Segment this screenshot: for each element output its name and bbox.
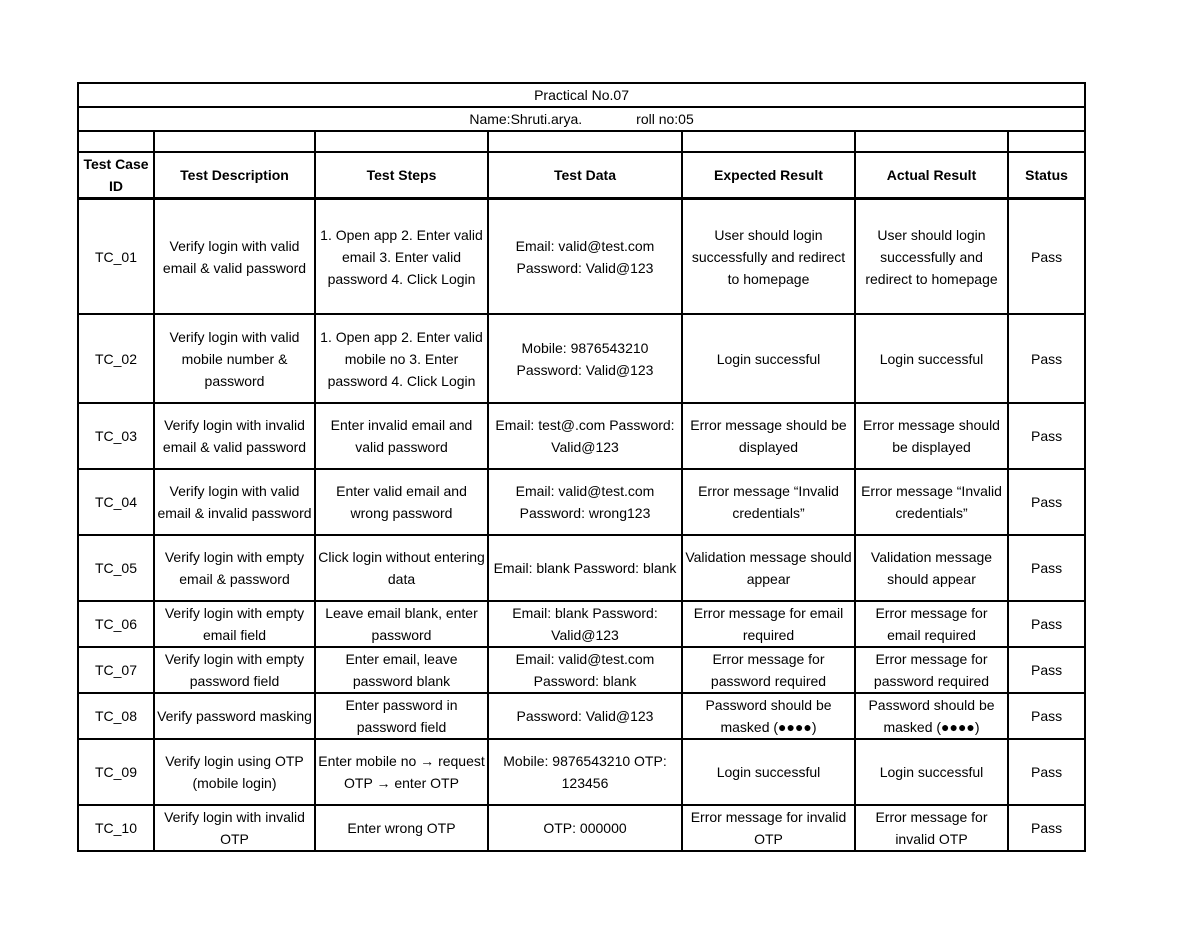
test-description-cell: Verify login with empty email & password	[154, 535, 315, 601]
test-data-cell: OTP: 000000	[488, 805, 682, 851]
actual-result-cell: Password should be masked (●●●●)	[855, 693, 1008, 739]
test-case-id-cell: TC_03	[78, 403, 154, 469]
actual-result-cell: Login successful	[855, 739, 1008, 805]
expected-result-cell: Password should be masked (●●●●)	[682, 693, 855, 739]
test-description-cell: Verify login using OTP (mobile login)	[154, 739, 315, 805]
header-test-case-id: Test Case ID	[78, 152, 154, 199]
table-row	[78, 469, 1085, 535]
expected-result-cell: Validation message should appear	[682, 535, 855, 601]
expected-result-cell: Error message for invalid OTP	[682, 805, 855, 851]
test-steps-cell: Enter valid email and wrong password	[315, 469, 488, 535]
test-case-id-cell: TC_09	[78, 739, 154, 805]
test-data-cell: Password: Valid@123	[488, 693, 682, 739]
table-row	[78, 647, 1085, 693]
header-expected-result: Expected Result	[682, 152, 855, 199]
header-test-description: Test Description	[154, 152, 315, 199]
actual-result-cell: Validation message should appear	[855, 535, 1008, 601]
test-steps-cell: 1. Open app 2. Enter valid email 3. Enter valid password 4. Click Login	[315, 199, 488, 315]
status-cell: Pass	[1008, 314, 1085, 403]
test-description-cell: Verify login with empty email field	[154, 601, 315, 647]
test-steps-cell: Enter invalid email and valid password	[315, 403, 488, 469]
title-row	[78, 83, 1085, 107]
test-case-id-cell: TC_06	[78, 601, 154, 647]
status-cell: Pass	[1008, 469, 1085, 535]
test-description-cell: Verify login with valid mobile number & password	[154, 314, 315, 403]
actual-result-cell: Error message for email required	[855, 601, 1008, 647]
status-cell: Pass	[1008, 739, 1085, 805]
blank-row	[78, 131, 1085, 152]
table-row	[78, 314, 1085, 403]
test-description-cell: Verify login with valid email & invalid password	[154, 469, 315, 535]
test-description-cell: Verify login with invalid OTP	[154, 805, 315, 851]
status-cell: Pass	[1008, 199, 1085, 315]
actual-result-cell: Error message for invalid OTP	[855, 805, 1008, 851]
name-row	[78, 107, 1085, 131]
expected-result-cell: Login successful	[682, 739, 855, 805]
test-description-cell: Verify login with valid email & valid password	[154, 199, 315, 315]
table-row	[78, 535, 1085, 601]
actual-result-cell: Error message for password required	[855, 647, 1008, 693]
header-test-steps: Test Steps	[315, 152, 488, 199]
test-steps-cell: 1. Open app 2. Enter valid mobile no 3. Enter password 4. Click Login	[315, 314, 488, 403]
table-row	[78, 739, 1085, 805]
actual-result-cell: Error message “Invalid credentials”	[855, 469, 1008, 535]
test-description-cell: Verify password masking	[154, 693, 315, 739]
actual-result-cell: User should login successfully and redirect to homepage	[855, 199, 1008, 315]
student-info	[78, 107, 1085, 131]
test-case-id-cell: TC_05	[78, 535, 154, 601]
header-status: Status	[1008, 152, 1085, 199]
test-data-cell: Mobile: 9876543210 Password: Valid@123	[488, 314, 682, 403]
test-case-id-cell: TC_10	[78, 805, 154, 851]
test-steps-cell: Enter password in password field	[315, 693, 488, 739]
blank-cell	[855, 131, 1008, 152]
test-description-cell: Verify login with empty password field	[154, 647, 315, 693]
expected-result-cell: Error message for email required	[682, 601, 855, 647]
test-data-cell: Email: blank Password: blank	[488, 535, 682, 601]
table-row	[78, 693, 1085, 739]
test-case-id-cell: TC_07	[78, 647, 154, 693]
page-title: Practical No.07	[78, 83, 1085, 107]
test-data-cell: Email: blank Password: Valid@123	[488, 601, 682, 647]
expected-result-cell: User should login successfully and redirect to homepage	[682, 199, 855, 315]
blank-cell	[78, 131, 154, 152]
blank-cell	[488, 131, 682, 152]
table-row	[78, 805, 1085, 851]
test-data-cell: Mobile: 9876543210 OTP: 123456	[488, 739, 682, 805]
header-actual-result: Actual Result	[855, 152, 1008, 199]
roll-number: roll no:05	[636, 111, 694, 127]
blank-cell	[682, 131, 855, 152]
actual-result-cell: Error message should be displayed	[855, 403, 1008, 469]
test-data-cell: Email: valid@test.com Password: wrong123	[488, 469, 682, 535]
test-steps-cell: Click login without entering data	[315, 535, 488, 601]
expected-result-cell: Login successful	[682, 314, 855, 403]
test-case-id-cell: TC_02	[78, 314, 154, 403]
test-steps-cell: Enter email, leave password blank	[315, 647, 488, 693]
test-data-cell: Email: valid@test.com Password: Valid@123	[488, 199, 682, 315]
test-steps-cell: Enter wrong OTP	[315, 805, 488, 851]
status-cell: Pass	[1008, 805, 1085, 851]
blank-cell	[1008, 131, 1085, 152]
table-row	[78, 403, 1085, 469]
expected-result-cell: Error message for password required	[682, 647, 855, 693]
blank-cell	[315, 131, 488, 152]
test-case-id-cell: TC_01	[78, 199, 154, 315]
status-cell: Pass	[1008, 403, 1085, 469]
student-name: Name:Shruti.arya.	[469, 111, 583, 127]
test-description-cell: Verify login with invalid email & valid password	[154, 403, 315, 469]
blank-cell	[154, 131, 315, 152]
test-data-cell: Email: test@.com Password: Valid@123	[488, 403, 682, 469]
test-steps-cell: Enter mobile no → request OTP → enter OTP	[315, 739, 488, 805]
test-case-id-cell: TC_04	[78, 469, 154, 535]
test-case-table	[77, 82, 1086, 852]
header-row	[78, 152, 1085, 199]
test-data-cell: Email: valid@test.com Password: blank	[488, 647, 682, 693]
table-row	[78, 199, 1085, 315]
table-row	[78, 601, 1085, 647]
status-cell: Pass	[1008, 647, 1085, 693]
test-steps-cell: Leave email blank, enter password	[315, 601, 488, 647]
status-cell: Pass	[1008, 601, 1085, 647]
expected-result-cell: Error message “Invalid credentials”	[682, 469, 855, 535]
status-cell: Pass	[1008, 693, 1085, 739]
status-cell: Pass	[1008, 535, 1085, 601]
test-case-id-cell: TC_08	[78, 693, 154, 739]
expected-result-cell: Error message should be displayed	[682, 403, 855, 469]
actual-result-cell: Login successful	[855, 314, 1008, 403]
header-test-data: Test Data	[488, 152, 682, 199]
